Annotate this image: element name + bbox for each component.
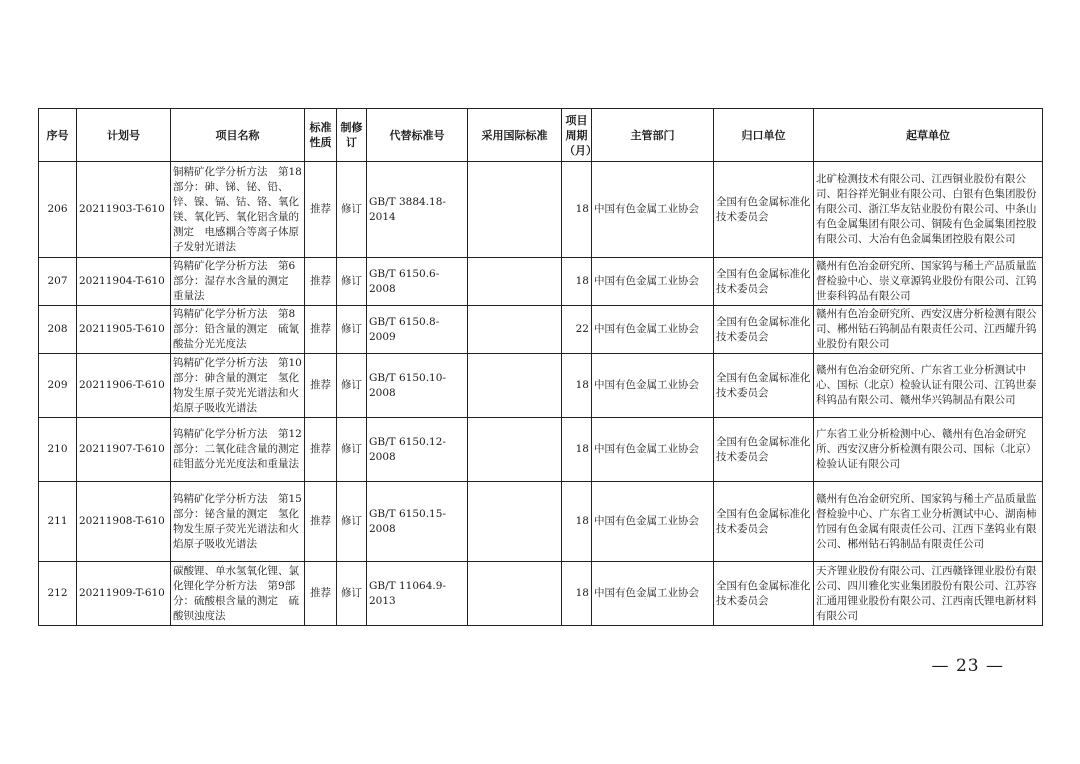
cell-seq: 206 (39, 162, 77, 258)
cell-plan-no: 20211909-T-610 (77, 562, 171, 626)
cell-plan-no: 20211904-T-610 (77, 258, 171, 306)
cell-intl-std (468, 482, 562, 562)
cell-revise: 修订 (337, 562, 367, 626)
header-dept: 主管部门 (592, 109, 714, 162)
cell-dept: 中国有色金属工业协会 (592, 482, 714, 562)
header-nature: 标准性质 (305, 109, 337, 162)
cell-unit: 全国有色金属标准化技术委员会 (714, 418, 814, 482)
cell-replace-std: GB/T 6150.12-2008 (367, 418, 468, 482)
cell-plan-no: 20211906-T-610 (77, 354, 171, 418)
cell-nature: 推荐 (305, 482, 337, 562)
cell-period: 18 (562, 354, 592, 418)
cell-dept: 中国有色金属工业协会 (592, 306, 714, 354)
cell-plan-no: 20211907-T-610 (77, 418, 171, 482)
cell-period: 18 (562, 562, 592, 626)
cell-project-name: 铜精矿化学分析方法 第18部分：砷、锑、铋、铅、锌、镍、镉、钴、铬、氧化镁、氧化钙、氧化铝含量的测定 电感耦合等离子体原子发射光谱法 (171, 162, 305, 258)
cell-replace-std: GB/T 3884.18-2014 (367, 162, 468, 258)
cell-project-name: 钨精矿化学分析方法 第10部分：砷含量的测定 氢化物发生原子荧光光谱法和火焰原子吸收光谱法 (171, 354, 305, 418)
cell-dept: 中国有色金属工业协会 (592, 258, 714, 306)
cell-drafting: 赣州有色冶金研究所、广东省工业分析测试中心、国标（北京）检验认证有限公司、江钨世泰科钨品有限公司、赣州华兴钨制品有限公司 (814, 354, 1043, 418)
cell-drafting: 赣州有色冶金研究所、国家钨与稀土产品质量监督检验中心、崇义章源钨业股份有限公司、江钨世泰科钨品有限公司 (814, 258, 1043, 306)
cell-unit: 全国有色金属标准化技术委员会 (714, 482, 814, 562)
cell-unit: 全国有色金属标准化技术委员会 (714, 306, 814, 354)
cell-revise: 修订 (337, 258, 367, 306)
cell-period: 18 (562, 258, 592, 306)
cell-nature: 推荐 (305, 162, 337, 258)
header-unit: 归口单位 (714, 109, 814, 162)
cell-revise: 修订 (337, 418, 367, 482)
cell-nature: 推荐 (305, 418, 337, 482)
cell-dept: 中国有色金属工业协会 (592, 354, 714, 418)
header-project-name: 项目名称 (171, 109, 305, 162)
header-intl-std: 采用国际标准 (468, 109, 562, 162)
table-row (39, 562, 1043, 626)
cell-replace-std: GB/T 6150.6-2008 (367, 258, 468, 306)
cell-revise: 修订 (337, 306, 367, 354)
cell-nature: 推荐 (305, 562, 337, 626)
cell-seq: 211 (39, 482, 77, 562)
cell-project-name: 钨精矿化学分析方法 第8部分：铅含量的测定 硫氰酸盐分光光度法 (171, 306, 305, 354)
cell-revise: 修订 (337, 162, 367, 258)
cell-revise: 修订 (337, 482, 367, 562)
cell-drafting: 赣州有色冶金研究所、国家钨与稀土产品质量监督检验中心、广东省工业分析测试中心、湖南柿竹园有色金属有限责任公司、江西下垄钨业有限公司、郴州钻石钨制品有限责任公司 (814, 482, 1043, 562)
cell-nature: 推荐 (305, 354, 337, 418)
cell-intl-std (468, 354, 562, 418)
header-drafting: 起草单位 (814, 109, 1043, 162)
table-row (39, 482, 1043, 562)
cell-intl-std (468, 306, 562, 354)
cell-period: 18 (562, 418, 592, 482)
cell-drafting: 广东省工业分析检测中心、赣州有色冶金研究所、西安汉唐分析检测有限公司、国标（北京）检验认证有限公司 (814, 418, 1043, 482)
cell-dept: 中国有色金属工业协会 (592, 562, 714, 626)
cell-intl-std (468, 418, 562, 482)
cell-replace-std: GB/T 11064.9-2013 (367, 562, 468, 626)
cell-dept: 中国有色金属工业协会 (592, 162, 714, 258)
cell-unit: 全国有色金属标准化技术委员会 (714, 562, 814, 626)
cell-intl-std (468, 258, 562, 306)
cell-period: 18 (562, 482, 592, 562)
cell-nature: 推荐 (305, 306, 337, 354)
cell-dept: 中国有色金属工业协会 (592, 418, 714, 482)
cell-drafting: 北矿检测技术有限公司、江西铜业股份有限公司、阳谷祥光铜业有限公司、白银有色集团股份有限公司、浙江华友钴业股份有限公司、中条山有色金属集团有限公司、铜陵有色金属集团控股有限公司、大冶有色金属集团控股有限公司 (814, 162, 1043, 258)
cell-drafting: 赣州有色冶金研究所、西安汉唐分析检测有限公司、郴州钻石钨制品有限责任公司、江西耀升钨业股份有限公司 (814, 306, 1043, 354)
cell-period: 18 (562, 162, 592, 258)
header-seq: 序号 (39, 109, 77, 162)
header-revise: 制修订 (337, 109, 367, 162)
page-number: — 23 — (931, 656, 1004, 676)
cell-revise: 修订 (337, 354, 367, 418)
cell-project-name: 钨精矿化学分析方法 第6部分：湿存水含量的测定 重量法 (171, 258, 305, 306)
standards-plan-table (38, 108, 1043, 626)
table-row (39, 354, 1043, 418)
cell-project-name: 碳酸锂、单水氢氧化锂、氯化锂化学分析方法 第9部分：硫酸根含量的测定 硫酸钡浊度法 (171, 562, 305, 626)
cell-replace-std: GB/T 6150.8-2009 (367, 306, 468, 354)
cell-intl-std (468, 562, 562, 626)
cell-plan-no: 20211908-T-610 (77, 482, 171, 562)
cell-unit: 全国有色金属标准化技术委员会 (714, 162, 814, 258)
cell-plan-no: 20211905-T-610 (77, 306, 171, 354)
cell-seq: 208 (39, 306, 77, 354)
cell-plan-no: 20211903-T-610 (77, 162, 171, 258)
cell-project-name: 钨精矿化学分析方法 第12部分：二氧化硅含量的测定 硅钼蓝分光光度法和重量法 (171, 418, 305, 482)
cell-nature: 推荐 (305, 258, 337, 306)
cell-seq: 210 (39, 418, 77, 482)
cell-replace-std: GB/T 6150.10-2008 (367, 354, 468, 418)
cell-unit: 全国有色金属标准化技术委员会 (714, 354, 814, 418)
cell-period: 22 (562, 306, 592, 354)
table-header-row (39, 109, 1043, 162)
table-row (39, 162, 1043, 258)
header-plan-no: 计划号 (77, 109, 171, 162)
cell-seq: 209 (39, 354, 77, 418)
table-row (39, 418, 1043, 482)
cell-seq: 212 (39, 562, 77, 626)
cell-drafting: 天齐锂业股份有限公司、江西赣锋锂业股份有限公司、四川雅化实业集团股份有限公司、江苏容汇通用锂业股份有限公司、江西南氏锂电新材料有限公司 (814, 562, 1043, 626)
header-period: 项目周期（月） (562, 109, 592, 162)
header-replace-std: 代替标准号 (367, 109, 468, 162)
table-row (39, 258, 1043, 306)
cell-unit: 全国有色金属标准化技术委员会 (714, 258, 814, 306)
cell-seq: 207 (39, 258, 77, 306)
table-row (39, 306, 1043, 354)
cell-intl-std (468, 162, 562, 258)
cell-replace-std: GB/T 6150.15-2008 (367, 482, 468, 562)
cell-project-name: 钨精矿化学分析方法 第15部分：铋含量的测定 氢化物发生原子荧光光谱法和火焰原子吸收光谱法 (171, 482, 305, 562)
